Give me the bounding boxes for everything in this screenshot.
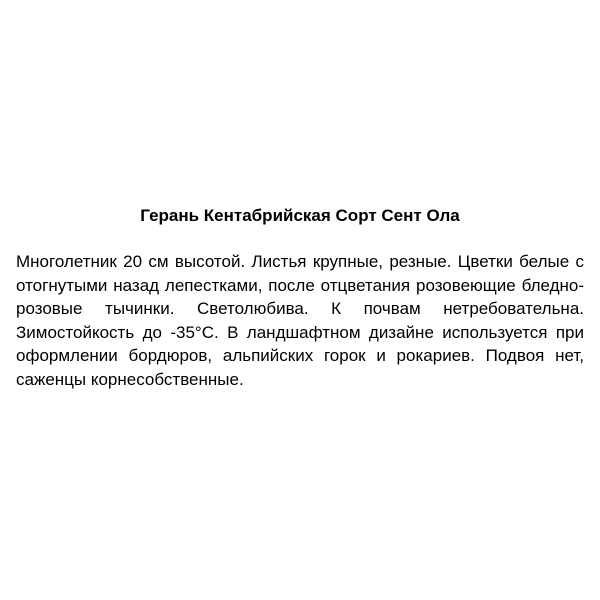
product-description: Многолетник 20 см высотой. Листья крупные, резные. Цветки белые с отогнутыми назад лепестками, после отцветания розовеющие бледно-розовые тычинки. Светолюбива. К почвам нетребовательна. Зимостойкость до -35°C. В ландшафтном дизайне используется при оформлении бордюров, альпийских горок и рокариев. Подвоя нет, саженцы корнесобственные.: [16, 252, 584, 389]
product-title: Герань Кентабрийская Сорт Сент Ола: [140, 206, 460, 225]
document-content: [16, 205, 584, 391]
